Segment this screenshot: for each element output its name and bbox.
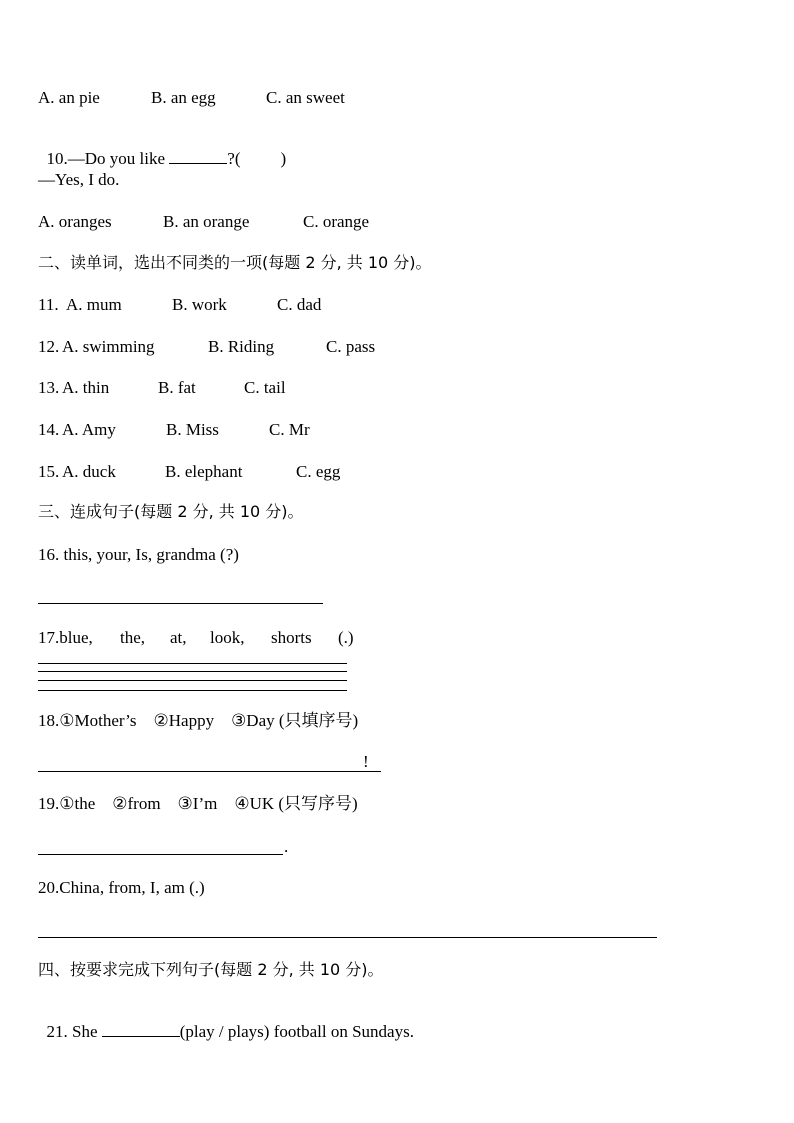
q9-option-c: C. an sweet	[266, 88, 345, 107]
q14-option-b: B. Miss	[166, 420, 219, 439]
q10-after-blank: ?(	[227, 149, 241, 168]
q17-answer-line-1[interactable]	[38, 663, 347, 664]
q19-period: .	[284, 837, 289, 856]
section2-title: 二、读单词，选出不同类的一项(每题 2 分, 共 10 分)。	[38, 253, 432, 272]
q10-close: )	[280, 149, 287, 168]
q13-option-c: C. tail	[244, 378, 286, 397]
q14-number: 14.	[38, 420, 60, 439]
q10-option-c: C. orange	[303, 212, 370, 231]
q11-option-a: A. mum	[66, 295, 122, 314]
q12-option-c: C. pass	[326, 337, 376, 356]
q14-option-a: A. Amy	[62, 420, 116, 439]
q17-answer-line-3[interactable]	[38, 680, 347, 681]
q11-option-c: C. dad	[277, 295, 322, 314]
q9-option-b: B. an egg	[151, 88, 216, 107]
q21-question	[38, 1002, 414, 1042]
q17-word-1: 17.blue,	[38, 628, 93, 647]
q18-exclamation: !	[363, 752, 369, 771]
q13-option-a: A. thin	[62, 378, 110, 397]
section4-title: 四、按要求完成下列句子(每题 2 分, 共 10 分)。	[38, 960, 384, 979]
q10-option-b: B. an orange	[163, 212, 250, 231]
q17-word-2: the,	[120, 628, 146, 647]
q14-option-c: C. Mr	[269, 420, 310, 439]
q21-suffix: (play / plays) football on Sundays.	[179, 1022, 414, 1041]
section3-title: 三、连成句子(每题 2 分, 共 10 分)。	[38, 502, 304, 521]
q12-number: 12.	[38, 337, 60, 356]
q10-answer: —Yes, I do.	[38, 170, 120, 189]
q19-question: 19.①the ②from ③I’m ④UK (只写序号)	[38, 794, 358, 813]
q13-option-b: B. fat	[158, 378, 196, 397]
q16-answer-line[interactable]	[38, 603, 323, 604]
q21-prefix: 21. She	[46, 1022, 102, 1041]
q20-question: 20.China, from, I, am (.)	[38, 878, 205, 897]
q18-answer-line[interactable]	[38, 771, 381, 772]
q15-option-c: C. egg	[296, 462, 341, 481]
q19-answer-line[interactable]	[38, 854, 283, 855]
q17-word-6: (.)	[338, 628, 354, 647]
q18-question: 18.①Mother’s ②Happy ③Day (只填序号)	[38, 711, 359, 730]
q15-number: 15.	[38, 462, 60, 481]
q10-option-a: A. oranges	[38, 212, 112, 231]
q15-option-b: B. elephant	[165, 462, 243, 481]
q17-word-4: look,	[210, 628, 245, 647]
q12-option-b: B. Riding	[208, 337, 275, 356]
q17-answer-line-2[interactable]	[38, 671, 347, 672]
q21-blank[interactable]	[102, 1022, 180, 1037]
q16-question: 16. this, your, Is, grandma (?)	[38, 545, 239, 564]
q15-option-a: A. duck	[62, 462, 116, 481]
q10-prefix: 10.—Do you like	[46, 149, 170, 168]
q12-option-a: A. swimming	[62, 337, 155, 356]
q11-option-b: B. work	[172, 295, 227, 314]
q9-option-a: A. an pie	[38, 88, 100, 107]
q20-answer-line[interactable]	[38, 937, 657, 938]
q13-number: 13.	[38, 378, 60, 397]
q10-blank[interactable]	[169, 149, 227, 164]
q11-number: 11.	[38, 295, 59, 314]
q17-word-3: at,	[170, 628, 187, 647]
q17-word-5: shorts	[271, 628, 312, 647]
q10-question	[38, 129, 286, 169]
q17-answer-line-4[interactable]	[38, 690, 347, 691]
